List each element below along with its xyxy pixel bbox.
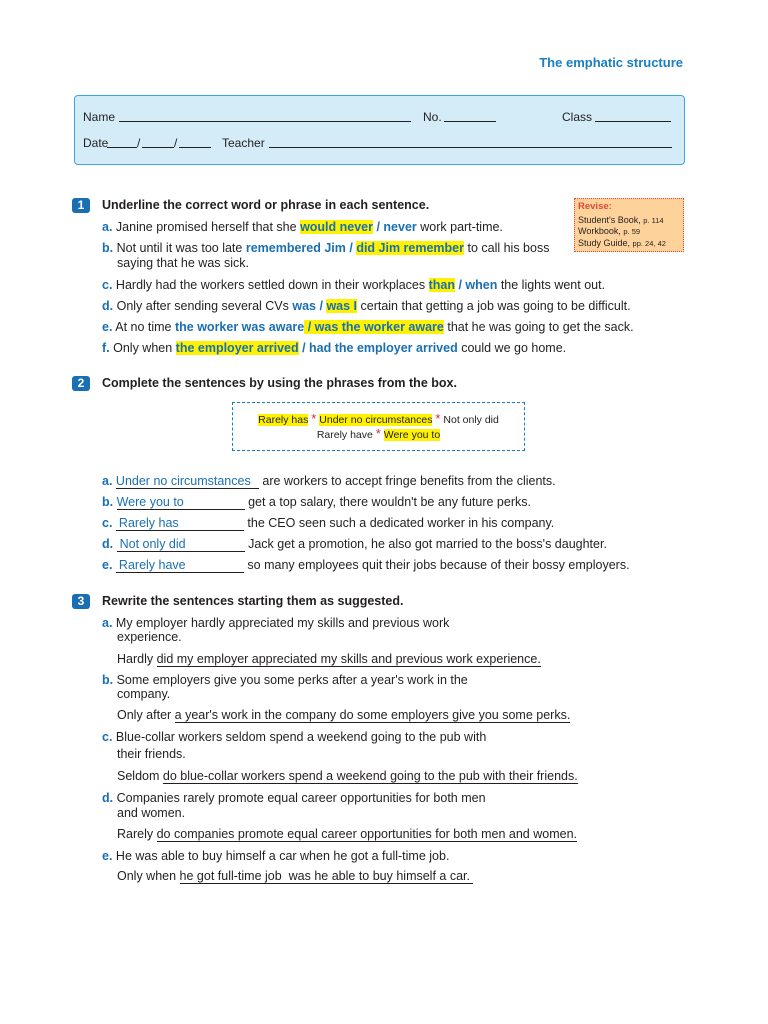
list-item: b. Were you to get a top salary, there wouldn't be any future perks. <box>102 495 531 509</box>
option-2[interactable]: was I <box>326 299 358 313</box>
student-info-box <box>74 95 685 165</box>
revise-title: Revise: <box>578 201 612 212</box>
answer-blank[interactable]: a year's work in the company do some employers give you some perks. <box>174 708 571 722</box>
answer-blank[interactable]: Under no circumstances <box>116 474 259 489</box>
option-2[interactable]: never <box>383 220 417 234</box>
option-1[interactable]: remembered Jim <box>245 241 346 255</box>
date-month-line[interactable] <box>142 136 174 148</box>
list-item: c. Hardly had the workers settled down in their workplaces than / when the lights went out. <box>102 278 606 292</box>
teacher-label: Teacher <box>222 136 265 150</box>
answer-blank[interactable]: do blue-collar workers spend a weekend going to the pub with their friends. <box>162 769 578 783</box>
option-2[interactable]: did Jim remember <box>356 241 464 255</box>
list-item: e. He was able to buy himself a car when he got a full-time job. <box>102 849 450 863</box>
answer-blank[interactable]: Not only did <box>117 537 245 552</box>
revise-ref: Study Guide, pp. 24, 42 <box>578 237 666 248</box>
option-1[interactable]: would never <box>300 220 373 234</box>
option-1[interactable]: than <box>428 278 455 292</box>
answer-blank[interactable]: Rarely have <box>116 558 244 573</box>
name-line[interactable] <box>119 110 411 122</box>
answer-blank[interactable]: Rarely has <box>116 516 244 531</box>
word-box <box>232 402 525 451</box>
answer-blank[interactable]: do companies promote equal career opportunities for both men and women. <box>156 827 577 841</box>
list-item-continuation: experience. <box>117 630 182 644</box>
list-item-continuation: their friends. <box>117 747 186 761</box>
list-item: c. Blue-collar workers seldom spend a weekend going to the pub with <box>102 730 487 744</box>
list-item: a. Janine promised herself that she would never / never work part-time. <box>102 220 503 234</box>
answer-blank[interactable]: Were you to <box>117 495 245 510</box>
list-item: a. My employer hardly appreciated my skills and previous work <box>102 616 450 630</box>
box-phrase: Were you to <box>383 429 441 441</box>
option-1[interactable]: the employer arrived <box>175 341 299 355</box>
box-phrase: Rarely have <box>316 429 373 441</box>
option-1[interactable]: was <box>292 299 317 313</box>
answer-blank[interactable]: he got full-time job was he able to buy himself a car. <box>179 869 474 883</box>
list-item-continuation: company. <box>117 687 171 701</box>
rewrite-line: Only when he got full-time job was he able to buy himself a car. <box>117 869 474 883</box>
list-item-continuation: and women. <box>117 806 186 820</box>
name-label: Name <box>83 110 116 124</box>
rewrite-line: Seldom do blue-collar workers spend a weekend going to the pub with their friends. <box>117 769 578 783</box>
date-year-line[interactable] <box>179 136 211 148</box>
option-2[interactable]: when <box>465 278 498 292</box>
date-separator: / <box>137 136 141 150</box>
list-item: c. Rarely has the CEO seen such a dedicated worker in his company. <box>102 516 555 530</box>
star-separator: * <box>311 411 317 426</box>
box-phrase: Under no circumstances <box>319 414 433 426</box>
exercise-instruction: Underline the correct word or phrase in each sentence. <box>102 198 430 212</box>
exercise-number: 3 <box>72 594 90 609</box>
list-item: e. At no time the worker was aware / was the worker aware that he was going to get the sack. <box>102 320 634 334</box>
list-item: d. Companies rarely promote equal career opportunities for both men <box>102 791 486 805</box>
date-label: Date <box>83 136 109 150</box>
exercise-instruction: Rewrite the sentences starting them as suggested. <box>102 594 404 608</box>
rewrite-line: Rarely do companies promote equal career opportunities for both men and women. <box>117 827 577 841</box>
exercise-number: 2 <box>72 376 90 391</box>
option-2[interactable]: had the employer arrived <box>309 341 458 355</box>
list-item: d. Only after sending several CVs was / was I certain that getting a job was going to be difficult. <box>102 299 631 313</box>
option-1[interactable]: the worker was aware <box>174 320 305 334</box>
no-line[interactable] <box>444 110 496 122</box>
list-item-continuation: saying that he was sick. <box>117 256 250 270</box>
box-phrase: Rarely has <box>258 414 309 426</box>
star-separator: * <box>435 411 441 426</box>
class-line[interactable] <box>595 110 671 122</box>
exercise-instruction: Complete the sentences by using the phrases from the box. <box>102 376 457 390</box>
list-item: f. Only when the employer arrived / had the employer arrived could we go home. <box>102 341 567 355</box>
list-item: e. Rarely have so many employees quit their jobs because of their bossy employers. <box>102 558 630 572</box>
date-separator: / <box>174 136 178 150</box>
star-separator: * <box>375 426 381 441</box>
rewrite-line: Hardly did my employer appreciated my skills and previous work experience. <box>117 652 541 666</box>
list-item: b. Not until it was too late remembered Jim / did Jim remember to call his boss <box>102 241 550 255</box>
no-label: No. <box>423 110 442 124</box>
revise-box <box>574 198 684 252</box>
page-title: The emphatic structure <box>539 55 683 70</box>
class-label: Class <box>562 110 593 124</box>
list-item: a. Under no circumstances are workers to accept fringe benefits from the clients. <box>102 474 556 488</box>
list-item: d. Not only did Jack get a promotion, he also got married to the boss's daughter. <box>102 537 607 551</box>
rewrite-line: Only after a year's work in the company do some employers give you some perks. <box>117 708 571 722</box>
revise-ref: Student's Book, p. 114 <box>578 214 664 225</box>
option-2[interactable]: was the worker aware <box>314 320 444 334</box>
exercise-number: 1 <box>72 198 90 213</box>
list-item: b. Some employers give you some perks after a year's work in the <box>102 673 468 687</box>
box-phrase: Not only did <box>443 414 499 426</box>
answer-blank[interactable]: did my employer appreciated my skills and previous work experience. <box>156 652 541 666</box>
teacher-line[interactable] <box>269 136 672 148</box>
date-day-line[interactable] <box>107 136 137 148</box>
revise-ref: Workbook, p. 59 <box>578 226 641 236</box>
